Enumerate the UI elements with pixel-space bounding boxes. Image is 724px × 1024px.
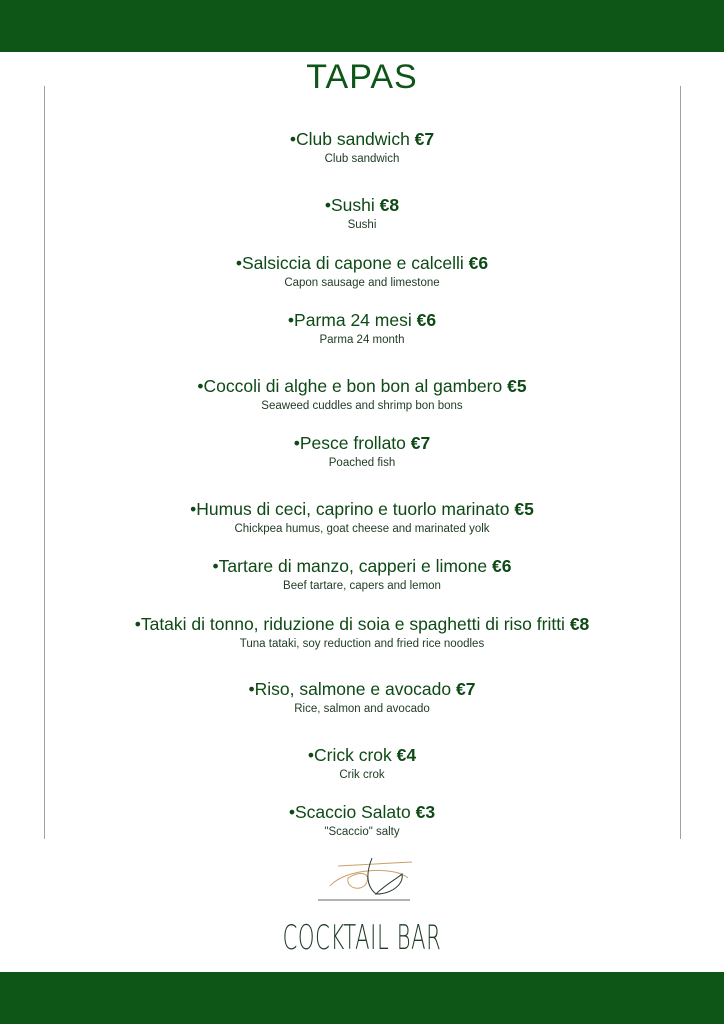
- menu-item: [0, 614, 724, 651]
- item-price: €8: [379, 195, 400, 215]
- item-price: €8: [569, 614, 590, 634]
- item-price: €7: [410, 433, 431, 453]
- item-description: Crik crok: [339, 769, 385, 781]
- item-price: €7: [414, 129, 435, 149]
- item-price: €3: [415, 802, 436, 822]
- menu-item: [0, 433, 724, 470]
- item-name: •Club sandwich: [289, 129, 410, 149]
- item-price: €7: [456, 679, 476, 699]
- item-description: "Scaccio" salty: [324, 826, 400, 838]
- menu-item: [0, 745, 724, 782]
- menu-item: [0, 679, 724, 716]
- item-price: €4: [396, 745, 417, 765]
- leaf-logo-icon: [0, 848, 724, 918]
- item-description: Parma 24 month: [319, 334, 405, 346]
- item-name: •Sushi: [324, 195, 375, 215]
- item-name: •Parma 24 mesi: [287, 310, 417, 330]
- menu-item: [0, 802, 724, 839]
- item-description: Rice, salmon and avocado: [294, 703, 430, 715]
- menu-item: [0, 129, 724, 166]
- item-price: €6: [416, 310, 437, 330]
- item-description: Beef tartare, capers and lemon: [283, 580, 441, 592]
- item-name: •Tataki di tonno, riduzione di soia e spaghetti di riso fritti: [134, 614, 565, 634]
- item-name: •Riso, salmone e avocado: [248, 679, 452, 699]
- menu-item: [0, 376, 724, 413]
- item-description: Chickpea humus, goat cheese and marinated yolk: [234, 523, 490, 535]
- item-price: €5: [514, 499, 534, 519]
- item-price: €5: [507, 376, 527, 396]
- item-name: •Scaccio Salato: [288, 802, 411, 822]
- item-description: Sushi: [347, 219, 377, 231]
- menu-item: [0, 556, 724, 593]
- item-description: Club sandwich: [324, 153, 400, 165]
- menu-item: [0, 310, 724, 347]
- item-name: •Humus di ceci, caprino e tuorlo marinato: [190, 499, 510, 519]
- item-description: Tuna tataki, soy reduction and fried rice noodles: [239, 638, 485, 650]
- item-name: •Crick crok: [307, 745, 392, 765]
- page-title: TAPAS: [306, 58, 418, 96]
- menu-item: [0, 195, 724, 232]
- item-price: €6: [468, 253, 489, 273]
- item-name: •Coccoli di alghe e bon bon al gambero: [197, 376, 503, 396]
- bottom-green-band: [0, 972, 724, 1024]
- item-description: Poached fish: [328, 457, 396, 469]
- top-green-band: [0, 0, 724, 52]
- menu-item: [0, 499, 724, 536]
- item-description: Capon sausage and limestone: [284, 277, 440, 289]
- item-name: •Pesce frollato: [293, 433, 406, 453]
- cocktail-bar-logo-text: COCKTAIL BAR: [282, 918, 442, 958]
- item-name: •Tartare di manzo, capperi e limone: [212, 556, 488, 576]
- item-price: €6: [492, 556, 512, 576]
- menu-item: [0, 253, 724, 290]
- item-description: Seaweed cuddles and shrimp bon bons: [261, 400, 463, 412]
- item-name: •Salsiccia di capone e calcelli: [235, 253, 464, 273]
